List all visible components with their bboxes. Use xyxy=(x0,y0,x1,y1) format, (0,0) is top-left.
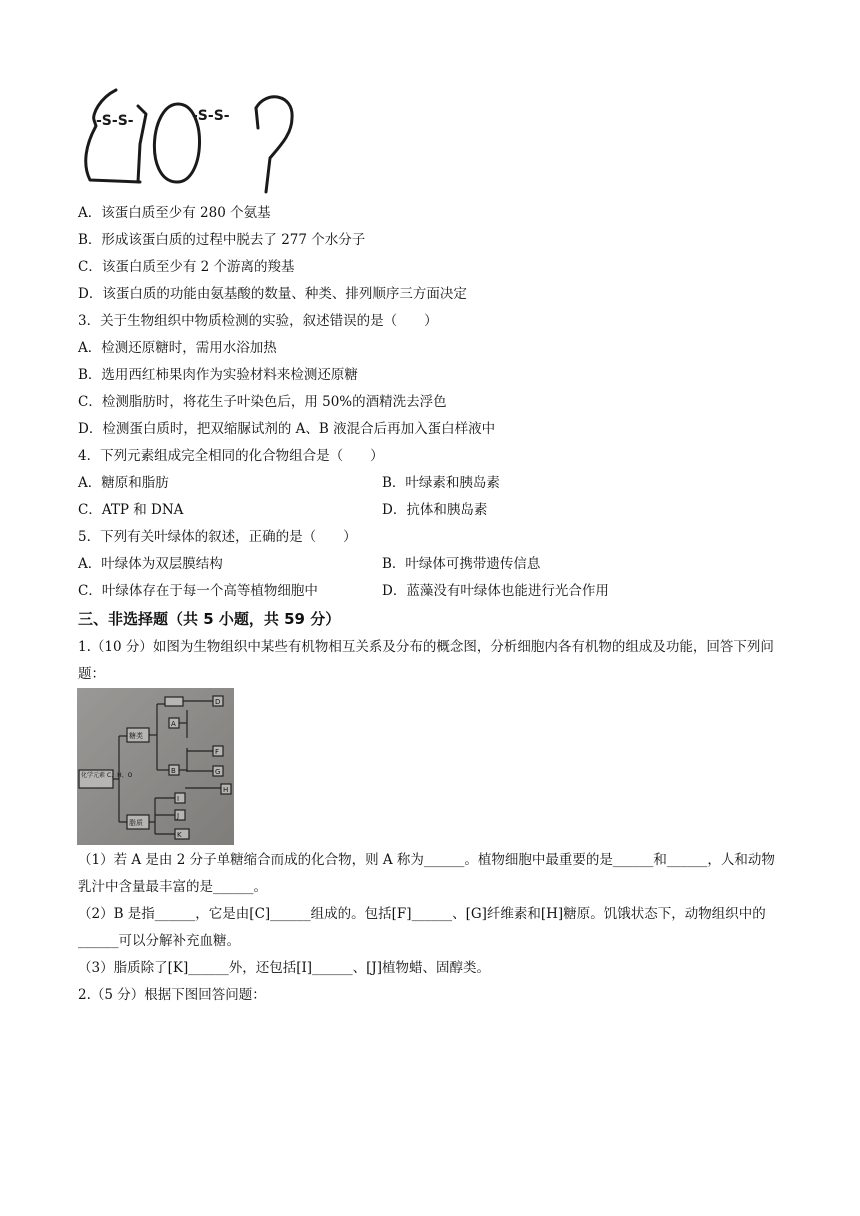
diagram-node-a: A xyxy=(171,720,176,728)
section-heading: 三、非选择题（共 5 小题，共 59 分） xyxy=(78,610,341,628)
q5-option-d: D．蓝藻没有叶绿体也能进行光合作用 xyxy=(382,583,609,599)
disulfide-bond-left: -S-S- xyxy=(96,113,134,129)
diagram-sugar-label: 糖类 xyxy=(129,732,143,740)
diagram-node-d: D xyxy=(215,698,221,706)
s3-q2-intro: 2.（5 分）根据下图回答问题： xyxy=(78,987,266,1003)
concept-map-photo xyxy=(77,688,234,845)
q5-stem: 5．下列有关叶绿体的叙述，正确的是（ ） xyxy=(78,529,357,545)
diagram-lipid-label: 脂质 xyxy=(129,819,143,827)
s3-q1-part3: （3）脂质除了[K]______外，还包括[I]______、[J]植物蜡、固醇类。 xyxy=(78,960,491,976)
s3-q1-intro: 1.（10 分）如图为生物组织中某些有机物相互关系及分布的概念图，分析细胞内各有机物的组成及功能，回答下列问题： xyxy=(78,639,774,682)
concept-map-diagram xyxy=(77,688,234,845)
q2-option-b: B．形成该蛋白质的过程中脱去了 277 个水分子 xyxy=(78,232,366,248)
diagram-node-j: J xyxy=(177,812,180,820)
q4-option-d: D．抗体和胰岛素 xyxy=(382,502,488,518)
q2-option-c: C．该蛋白质至少有 2 个游离的羧基 xyxy=(78,259,295,275)
diagram-node-b: B xyxy=(171,767,176,775)
q5-option-b: B．叶绿体可携带遗传信息 xyxy=(382,556,541,572)
q2-option-d: D．该蛋白质的功能由氨基酸的数量、种类、排列顺序三方面决定 xyxy=(78,286,467,302)
diagram-node-g: G xyxy=(215,768,221,776)
diagram-node-h: H xyxy=(223,786,229,794)
disulfide-bond-right: -S-S- xyxy=(192,108,230,124)
q5-option-a: A．叶绿体为双层膜结构 xyxy=(78,556,223,572)
q3-option-d: D．检测蛋白质时，把双缩脲试剂的 A、B 液混合后再加入蛋白样液中 xyxy=(78,421,496,437)
s3-q1-part2: （2）B 是指______，它是由[C]______组成的。包括[F]______、[G]纤维素和[H]糖原。饥饿状态下，动物组织中的______可以分解补充血糖。 xyxy=(78,906,766,949)
diagram-node-f: F xyxy=(215,748,220,756)
q4-option-c: C．ATP 和 DNA xyxy=(78,502,184,518)
protein-disulfide-figure xyxy=(80,84,300,196)
q3-stem: 3．关于生物组织中物质检测的实验，叙述错误的是（ ） xyxy=(78,313,438,329)
diagram-root-label: 化学元素 C、H、O xyxy=(81,772,133,779)
diagram-node-k: K xyxy=(177,831,182,839)
q4-stem: 4．下列元素组成完全相同的化合物组合是（ ） xyxy=(78,448,384,464)
q2-option-a: A．该蛋白质至少有 280 个氨基 xyxy=(78,205,271,221)
q3-option-a: A．检测还原糖时，需用水浴加热 xyxy=(78,340,277,356)
s3-q1-part1: （1）若 A 是由 2 分子单糖缩合而成的化合物，则 A 称为______。植物细胞中最重要的是______和______，人和动物乳汁中含量最丰富的是______。 xyxy=(78,852,775,895)
q4-option-a: A．糖原和脂肪 xyxy=(78,475,169,491)
q5-option-c: C．叶绿体存在于每一个高等植物细胞中 xyxy=(78,583,318,599)
q3-option-b: B．选用西红柿果肉作为实验材料来检测还原糖 xyxy=(78,367,358,383)
q4-option-b: B．叶绿素和胰岛素 xyxy=(382,475,500,491)
q3-option-c: C．检测脂肪时，将花生子叶染色后，用 50%的酒精洗去浮色 xyxy=(78,394,447,410)
diagram-node-i: I xyxy=(177,795,180,803)
